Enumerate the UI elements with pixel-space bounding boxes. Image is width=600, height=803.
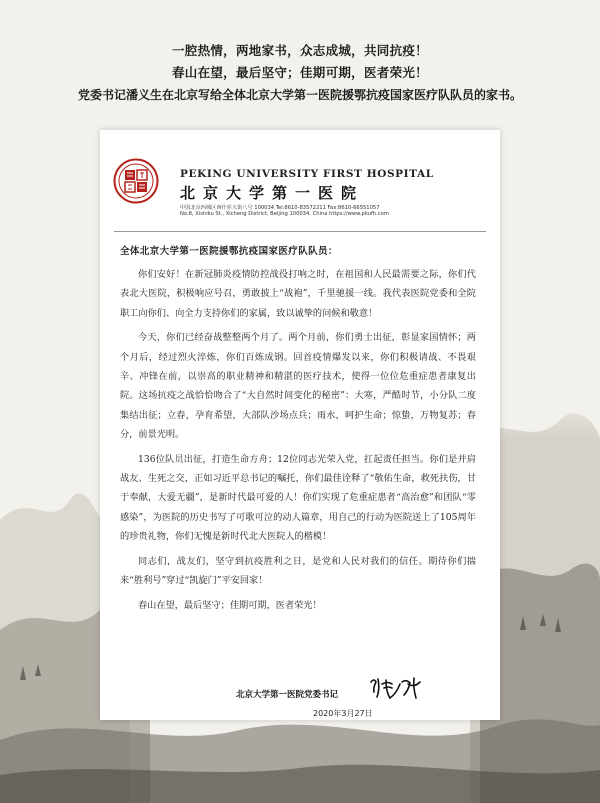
- hospital-address-zh: 中国北京西城区西什库大街八号 100034 Tel:8610-83572211 Fax:8610-66551057: [180, 205, 380, 211]
- handwritten-signature: [368, 674, 426, 702]
- letter-salutation: 全体北京大学第一医院援鄂抗疫国家医疗队队员：: [120, 246, 338, 257]
- hospital-name-zh: 北京大学第一医院: [180, 184, 365, 202]
- letter-paragraph: 136位队员出征，打造生命方舟；12位同志光荣入党，扛起责任担当。你们是并肩战友、生死之交，正如习近平总书记的嘱托，你们最佳诠释了“敬佑生命，救死扶伤，甘于奉献，大爱无疆”，是新时代最可爱的人！你们实现了危重症患者“高治愈”和团队“零感染”，为医院的历史书写了可歌可泣的动人篇章，用自己的行动为医院送上了105周年的珍贵礼物，你们无愧是新时代北大医院人的楷模！: [120, 453, 476, 543]
- letter-paragraph: 你们安好！在新冠肺炎疫情防控战役打响之时，在祖国和人民最需要之际，你们代表北大医院，积极响应号召，勇敢披上“战袍”，千里驰援一线。我代表医院党委和全院职工向你们、向全力支持你们的家属，致以诚挚的问候和敬意！: [120, 269, 476, 319]
- headline-line-3: 党委书记潘义生在北京写给全体北京大学第一医院援鄂抗疫国家医疗队队员的家书。: [77, 88, 522, 102]
- headline-line-2: 春山在望，最后坚守；佳期可期，医者荣光！: [171, 65, 428, 80]
- letter-date: 2020年3月27日: [313, 709, 373, 718]
- headline-line-1: 一腔热情，两地家书，众志成城，共同抗疫！: [171, 43, 428, 58]
- hospital-name-en: PEKING UNIVERSITY FIRST HOSPITAL: [180, 168, 434, 180]
- letter-page: [100, 130, 500, 720]
- letterhead-divider: [114, 231, 486, 232]
- letter-body: [120, 243, 476, 620]
- headline: [0, 40, 600, 106]
- signature-title: 北京大学第一医院党委书记: [236, 690, 339, 700]
- letter-paragraph: 春山在望，最后坚守；佳期可期，医者荣光！: [138, 599, 322, 611]
- hospital-address-en: No.8, Xishiku St., Xicheng District, Beijing 100034, China https://www.pkufh.com: [180, 211, 389, 217]
- letter-paragraph: 同志们，战友们，坚守到抗疫胜利之日，是党和人民对我们的信任。期待你们揣来“胜利号”穿过“凯旋门”平安回家！: [120, 555, 476, 587]
- hospital-seal-logo: [113, 158, 159, 204]
- letter-paragraph: 今天，你们已经奋战整整两个月了。两个月前，你们勇士出征，彰显家国情怀；两个月后，经过烈火淬炼，你们百炼成钢。回首疫情爆发以来，你们积极请战、不畏艰辛、冲锋在前，以崇高的职业精神和精湛的医疗技术，使得一位位危重症患者康复出院。这场抗疫之战恰恰吻合了“大自然时间变化的秘密”：大寒，严酷时节，小分队二度集结出征；立春，孕育希望，大部队沙场点兵；雨水，呵护生命；惊蛰，万物复苏；春分，前景光明。: [120, 332, 476, 441]
